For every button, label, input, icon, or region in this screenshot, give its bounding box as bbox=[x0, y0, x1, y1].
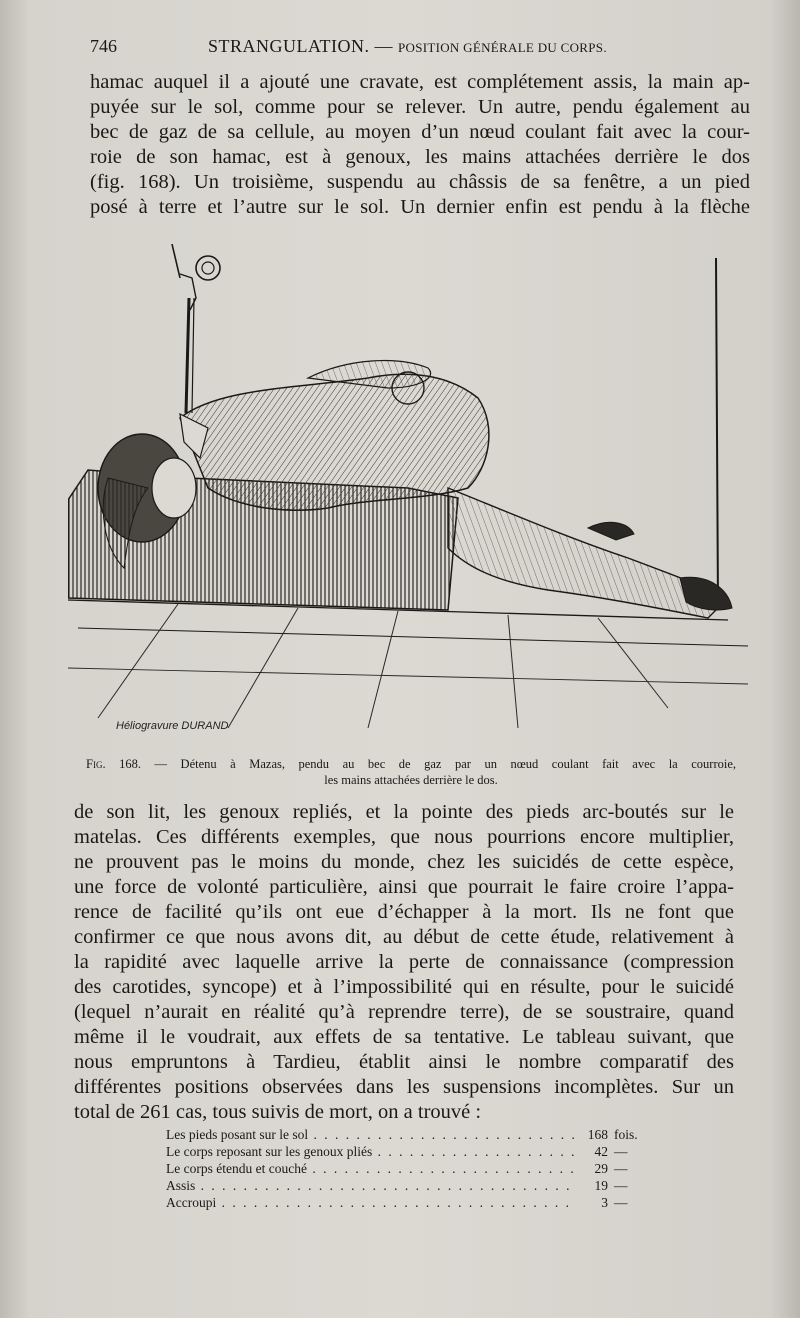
text-line: même il le voudrait, aux effets de sa tentative. Le tableau suivant, que bbox=[74, 1026, 734, 1048]
figure-168-engraving bbox=[68, 238, 748, 738]
table-row bbox=[166, 1143, 646, 1160]
caption-line: les mains attachées derrière le dos. bbox=[324, 773, 498, 787]
caption-line bbox=[86, 756, 736, 772]
row-unit: — bbox=[614, 1161, 628, 1176]
text-line: total de 261 cas, tous suivis de mort, on a trouvé : bbox=[74, 1101, 482, 1123]
table-row bbox=[166, 1126, 646, 1143]
row-count: 168 bbox=[587, 1127, 608, 1142]
running-header bbox=[90, 36, 750, 60]
caption-text: — Détenu à Mazas, pendu au bec de gaz par un nœud coulant fait avec la courroie, bbox=[154, 757, 737, 771]
engraver-signature: Héliogravure DURAND bbox=[116, 720, 229, 732]
table-row bbox=[166, 1177, 646, 1194]
text-line: posé à terre et l’autre sur le sol. Un dernier enfin est pendu à la flèche bbox=[90, 196, 750, 218]
positions-table bbox=[166, 1126, 646, 1211]
table-row bbox=[166, 1194, 646, 1211]
row-count: 19 bbox=[594, 1178, 608, 1193]
title-separator: — bbox=[374, 36, 393, 56]
text-line: une force de volonté particulière, ainsi que pourrait le faire croire l’appa- bbox=[74, 876, 734, 898]
row-unit: — bbox=[614, 1195, 628, 1210]
figure-caption bbox=[86, 756, 736, 788]
text-line: (lequel n’aurait en réalité qu’à reprendre terre), de se soustraire, quand bbox=[74, 1001, 734, 1023]
row-label: Le corps étendu et couché . . . bbox=[166, 1160, 576, 1177]
text-line: matelas. Ces différents exemples, que nous pourrions encore multiplier, bbox=[74, 826, 734, 848]
bottom-paragraph bbox=[74, 800, 734, 1125]
row-unit: fois. bbox=[614, 1127, 638, 1142]
page-number: 746 bbox=[90, 36, 117, 56]
text-line: (fig. 168). Un troisième, suspendu au châssis de sa fenêtre, a un pied bbox=[90, 171, 750, 193]
row-count: 42 bbox=[594, 1144, 608, 1159]
chapter-title: STRANGULATION. bbox=[208, 36, 370, 56]
running-title bbox=[208, 36, 607, 57]
table-row bbox=[166, 1160, 646, 1177]
text-line: puyée sur le sol, comme pour se relever. Un autre, pendu également au bbox=[90, 96, 750, 118]
row-unit: — bbox=[614, 1178, 628, 1193]
row-label: Les pieds posant sur le sol . . . bbox=[166, 1126, 576, 1143]
row-label: Le corps reposant sur les genoux pliés . . . bbox=[166, 1143, 576, 1160]
text-line: la rapidité avec laquelle arrive la perte de connaissance (compression bbox=[74, 951, 734, 973]
text-line: bec de gaz de sa cellule, au moyen d’un nœud coulant fait avec la cour- bbox=[90, 121, 750, 143]
text-line: rence de facilité qu’ils ont eue d’échapper à la mort. Ils ne font que bbox=[74, 901, 734, 923]
text-line: nous empruntons à Tardieu, établit ainsi le nombre comparatif des bbox=[74, 1051, 734, 1073]
row-unit: — bbox=[614, 1144, 628, 1159]
text-line: ne prouvent pas le moins du monde, chez les suicidés de cette espèce, bbox=[74, 851, 734, 873]
text-line: hamac auquel il a ajouté une cravate, est complétement assis, la main ap- bbox=[90, 71, 750, 93]
row-count: 3 bbox=[601, 1195, 608, 1210]
text-line: différentes positions observées dans les suspensions incomplètes. Sur un bbox=[74, 1076, 734, 1098]
text-line: roie de son hamac, est à genoux, les mains attachées derrière le dos bbox=[90, 146, 750, 168]
engraving-illustration bbox=[68, 238, 748, 738]
row-label: Assis . . . bbox=[166, 1177, 576, 1194]
row-count: 29 bbox=[594, 1161, 608, 1176]
row-label: Accroupi . . . bbox=[166, 1194, 576, 1211]
figure-label: Fig. 168. bbox=[86, 757, 141, 771]
top-paragraph bbox=[90, 70, 750, 220]
text-line: confirmer ce que nous avons dit, au début de cette étude, relativement à bbox=[74, 926, 734, 948]
text-line: des carotides, syncope) et à l’impossibilité qui en résulte, pour le suicidé bbox=[74, 976, 734, 998]
section-title: POSITION GÉNÉRALE DU CORPS. bbox=[398, 40, 607, 55]
text-line: de son lit, les genoux repliés, et la pointe des pieds arc-boutés sur le bbox=[74, 801, 734, 823]
